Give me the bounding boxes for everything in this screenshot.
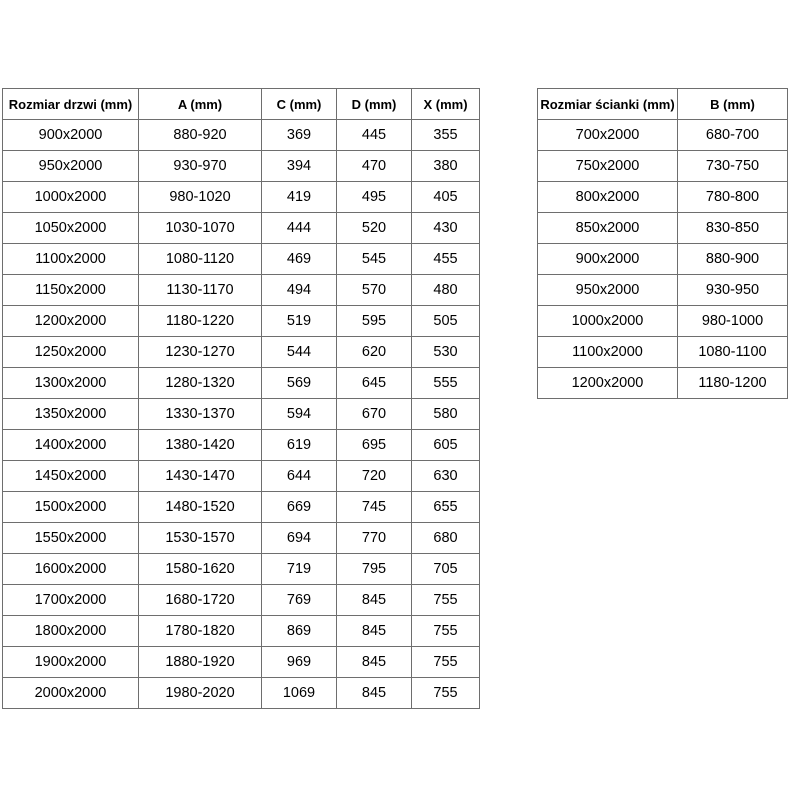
table-cell: 1200x2000 [538,368,678,399]
table-cell: 595 [337,306,412,337]
table-row [538,306,788,337]
wall-size-table [537,88,788,399]
table-cell: 355 [412,120,480,151]
table-row [3,523,480,554]
table-cell: 1080-1120 [139,244,262,275]
table-cell: 700x2000 [538,120,678,151]
table-cell: 780-800 [678,182,788,213]
table-cell: 720 [337,461,412,492]
column-header: C (mm) [262,89,337,120]
table-cell: 845 [337,647,412,678]
table-cell: 1000x2000 [3,182,139,213]
table-cell: 470 [337,151,412,182]
table-row [3,368,480,399]
table-cell: 950x2000 [538,275,678,306]
table-cell: 755 [412,616,480,647]
table-cell: 1100x2000 [538,337,678,368]
table-cell: 430 [412,213,480,244]
table-cell: 755 [412,678,480,709]
table-cell: 795 [337,554,412,585]
table-row [538,275,788,306]
column-header: Rozmiar ścianki (mm) [538,89,678,120]
table-cell: 670 [337,399,412,430]
table-row [3,306,480,337]
table-cell: 869 [262,616,337,647]
table-cell: 1050x2000 [3,213,139,244]
table-cell: 1500x2000 [3,492,139,523]
table-cell: 545 [337,244,412,275]
table-cell: 1450x2000 [3,461,139,492]
table-cell: 1200x2000 [3,306,139,337]
table-cell: 1100x2000 [3,244,139,275]
table-cell: 605 [412,430,480,461]
table-cell: 950x2000 [3,151,139,182]
table-cell: 2000x2000 [3,678,139,709]
table-row [3,554,480,585]
table-cell: 745 [337,492,412,523]
table-cell: 530 [412,337,480,368]
table-row [3,647,480,678]
table-cell: 1280-1320 [139,368,262,399]
table-cell: 1080-1100 [678,337,788,368]
table-cell: 444 [262,213,337,244]
wall-table-header-row [538,89,788,120]
table-cell: 469 [262,244,337,275]
table-row [3,678,480,709]
table-cell: 1330-1370 [139,399,262,430]
table-cell: 1300x2000 [3,368,139,399]
column-header: D (mm) [337,89,412,120]
table-row [3,182,480,213]
table-cell: 800x2000 [538,182,678,213]
table-cell: 494 [262,275,337,306]
table-cell: 694 [262,523,337,554]
column-header: A (mm) [139,89,262,120]
column-header: Rozmiar drzwi (mm) [3,89,139,120]
table-cell: 755 [412,647,480,678]
table-cell: 750x2000 [538,151,678,182]
table-cell: 630 [412,461,480,492]
table-row [538,244,788,275]
door-size-table [2,88,480,709]
table-cell: 1900x2000 [3,647,139,678]
table-cell: 580 [412,399,480,430]
table-cell: 845 [337,678,412,709]
table-cell: 1180-1220 [139,306,262,337]
table-row [538,368,788,399]
table-row [3,151,480,182]
table-cell: 369 [262,120,337,151]
table-cell: 1000x2000 [538,306,678,337]
table-cell: 380 [412,151,480,182]
table-cell: 770 [337,523,412,554]
table-row [3,337,480,368]
table-cell: 495 [337,182,412,213]
table-cell: 769 [262,585,337,616]
table-row [538,151,788,182]
table-cell: 1530-1570 [139,523,262,554]
table-cell: 455 [412,244,480,275]
table-cell: 405 [412,182,480,213]
table-cell: 969 [262,647,337,678]
table-row [3,213,480,244]
table-cell: 394 [262,151,337,182]
table-cell: 730-750 [678,151,788,182]
table-row [3,461,480,492]
table-cell: 1150x2000 [3,275,139,306]
column-header: B (mm) [678,89,788,120]
table-cell: 1180-1200 [678,368,788,399]
table-cell: 620 [337,337,412,368]
table-row [538,120,788,151]
table-row [3,244,480,275]
table-cell: 930-970 [139,151,262,182]
table-row [3,585,480,616]
table-row [3,275,480,306]
table-row [538,213,788,244]
table-cell: 619 [262,430,337,461]
table-cell: 569 [262,368,337,399]
table-cell: 1380-1420 [139,430,262,461]
table-cell: 1250x2000 [3,337,139,368]
table-cell: 680 [412,523,480,554]
table-row [538,182,788,213]
table-cell: 669 [262,492,337,523]
table-cell: 1130-1170 [139,275,262,306]
table-cell: 419 [262,182,337,213]
table-cell: 1780-1820 [139,616,262,647]
table-cell: 1480-1520 [139,492,262,523]
table-cell: 980-1000 [678,306,788,337]
table-cell: 680-700 [678,120,788,151]
table-row [3,120,480,151]
table-cell: 880-920 [139,120,262,151]
table-cell: 1350x2000 [3,399,139,430]
table-cell: 980-1020 [139,182,262,213]
table-cell: 705 [412,554,480,585]
table-row [538,337,788,368]
table-cell: 880-900 [678,244,788,275]
table-cell: 519 [262,306,337,337]
table-cell: 1880-1920 [139,647,262,678]
table-cell: 830-850 [678,213,788,244]
table-cell: 1980-2020 [139,678,262,709]
table-cell: 1580-1620 [139,554,262,585]
table-row [3,430,480,461]
table-cell: 845 [337,585,412,616]
table-cell: 1700x2000 [3,585,139,616]
table-cell: 1400x2000 [3,430,139,461]
table-cell: 570 [337,275,412,306]
table-cell: 655 [412,492,480,523]
table-cell: 1430-1470 [139,461,262,492]
table-cell: 900x2000 [3,120,139,151]
table-cell: 1600x2000 [3,554,139,585]
table-cell: 555 [412,368,480,399]
table-cell: 719 [262,554,337,585]
table-cell: 505 [412,306,480,337]
table-row [3,399,480,430]
table-cell: 755 [412,585,480,616]
table-row [3,616,480,647]
table-cell: 695 [337,430,412,461]
table-cell: 644 [262,461,337,492]
table-cell: 1680-1720 [139,585,262,616]
table-cell: 544 [262,337,337,368]
table-cell: 1230-1270 [139,337,262,368]
table-cell: 845 [337,616,412,647]
table-cell: 594 [262,399,337,430]
table-cell: 930-950 [678,275,788,306]
table-cell: 480 [412,275,480,306]
table-cell: 1069 [262,678,337,709]
column-header: X (mm) [412,89,480,120]
table-cell: 900x2000 [538,244,678,275]
table-row [3,492,480,523]
table-cell: 1800x2000 [3,616,139,647]
table-cell: 645 [337,368,412,399]
table-cell: 1030-1070 [139,213,262,244]
table-cell: 445 [337,120,412,151]
door-table-header-row [3,89,480,120]
table-cell: 1550x2000 [3,523,139,554]
table-cell: 520 [337,213,412,244]
table-cell: 850x2000 [538,213,678,244]
